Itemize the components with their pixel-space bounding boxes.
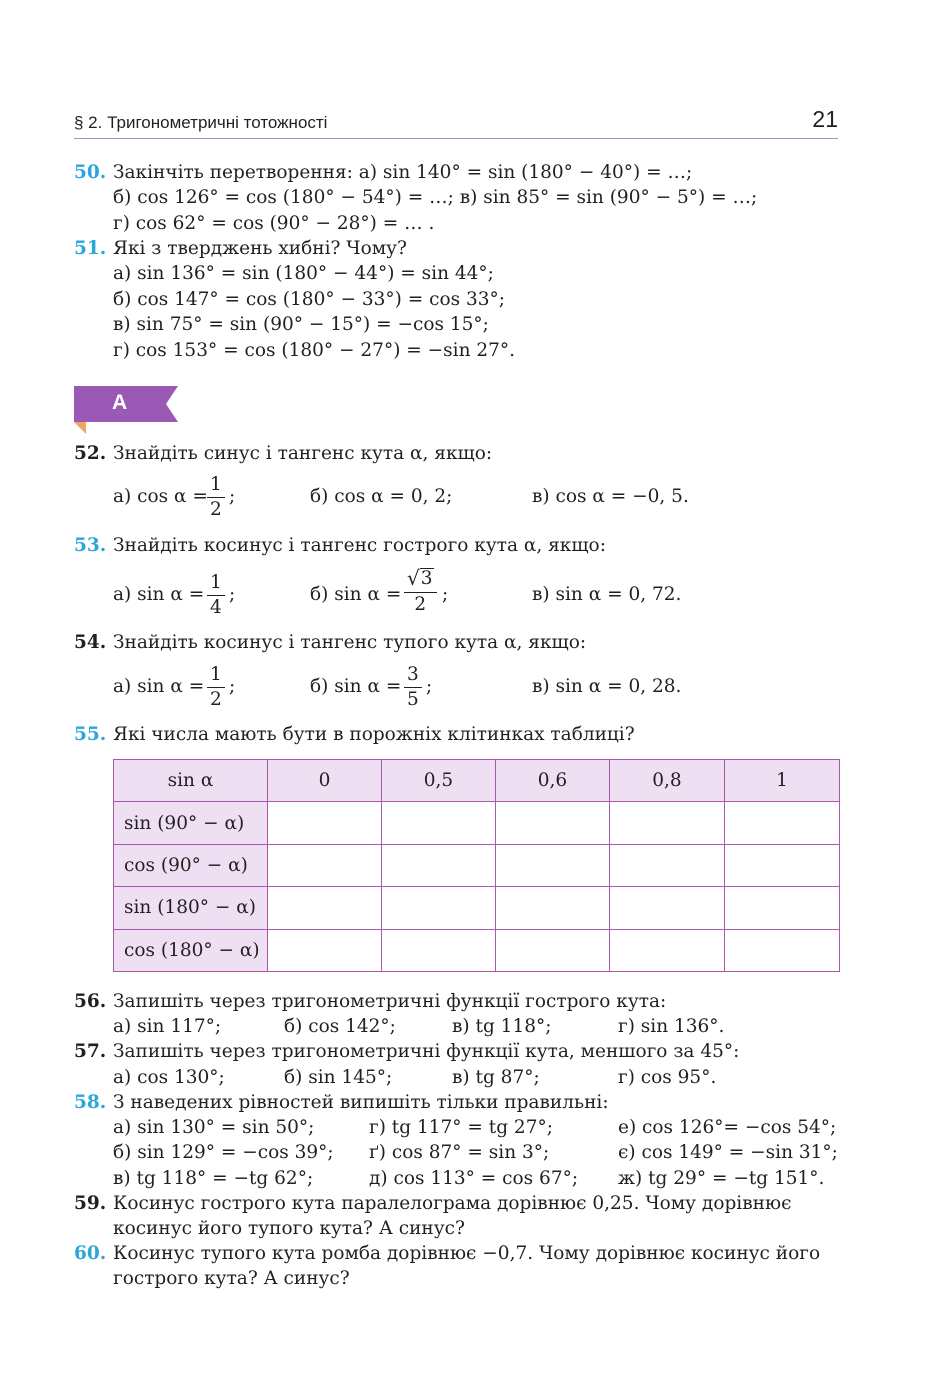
table-header-cell: 1 [725,760,840,802]
empty-cell [268,929,382,971]
section-title: § 2. Тригонометричні тотожності [74,113,328,132]
empty-cell [725,802,840,844]
exercise-53-fraction-a [207,572,225,619]
denominator: 2 [210,689,222,710]
level-label: А [112,391,128,414]
exercise-52-option-a-prefix: а) cos α = [113,486,208,507]
empty-cell [725,844,840,886]
exercise-59-line-1: Косинус гострого кута паралелограма дорівнює 0,25. Чому дорівнює [113,1193,792,1214]
exercise-number-54: 54. [74,632,107,653]
exercise-51-line-5: г) cos 153° = cos (180° − 27°) = −sin 27°. [113,340,516,361]
exercise-58-item: е) cos 126°= −cos 54°; [618,1117,837,1138]
table-row-header: cos (180° − α) [114,929,268,971]
empty-cell [268,802,382,844]
empty-cell [610,929,725,971]
empty-cell [382,887,496,929]
exercise-54-fraction-a [207,664,225,711]
empty-cell [725,887,840,929]
exercise-58-item: а) sin 130° = sin 50°; [113,1117,315,1138]
exercise-57-item-d: г) cos 95°. [618,1067,717,1088]
exercise-54-text: Знайдіть косинус і тангенс тупого кута α, якщо: [113,632,587,653]
table-row [114,844,840,886]
exercise-50-line-1: Закінчіть перетворення: а) sin 140° = sin (180° − 40°) = …; [113,162,693,183]
exercise-58-item: в) tg 118° = −tg 62°; [113,1168,314,1189]
radical-sign: √ [407,566,420,590]
empty-cell [382,802,496,844]
exercise-51-line-4: в) sin 75° = sin (90° − 15°) = −cos 15°; [113,314,489,335]
empty-cell [496,844,610,886]
exercise-57-text: Запишіть через тригонометричні функції кута, меншого за 45°: [113,1041,740,1062]
exercise-59-line-2: косинус його тупого кута? А синус? [113,1218,465,1239]
empty-cell [725,929,840,971]
numerator: 3 [404,664,422,688]
table-row-header: sin (180° − α) [114,887,268,929]
exercise-55-text: Які числа мають бути в порожніх клітинках таблиці? [113,724,635,745]
empty-cell [268,844,382,886]
exercise-51-line-1: Які з тверджень хибні? Чому? [113,238,407,259]
empty-cell [496,802,610,844]
exercise-number-60: 60. [74,1243,107,1264]
exercise-56-text: Запишіть через тригонометричні функції гострого кута: [113,991,667,1012]
exercise-60-line-1: Косинус тупого кута ромба дорівнює −0,7. Чому дорівнює косинус його [113,1243,821,1264]
exercise-52-option-c: в) cos α = −0, 5. [532,486,689,507]
exercise-51-line-2: а) sin 136° = sin (180° − 44°) = sin 44°; [113,263,494,284]
exercise-56-item-d: г) sin 136°. [618,1016,725,1037]
empty-cell [496,929,610,971]
table-row [114,887,840,929]
exercise-56-item-c: в) tg 118°; [452,1016,552,1037]
table-header-cell: 0,6 [496,760,610,802]
exercise-53-option-a-prefix: а) sin α = [113,584,205,605]
semicolon: ; [426,676,433,697]
table-row-header: sin (90° − α) [114,802,268,844]
exercise-50-line-2: б) cos 126° = cos (180° − 54°) = …; в) sin 85° = sin (90° − 5°) = …; [113,187,758,208]
exercise-number-58: 58. [74,1092,107,1113]
exercise-number-56: 56. [74,991,107,1012]
exercise-51-line-3: б) cos 147° = cos (180° − 33°) = cos 33°; [113,289,506,310]
exercise-number-59: 59. [74,1193,107,1214]
exercise-52-fraction-a [207,474,225,521]
radicand: 3 [420,568,433,589]
exercise-58-item: ґ) cos 87° = sin 3°; [369,1142,550,1163]
exercise-54-option-a-prefix: а) sin α = [113,676,205,697]
table-row [114,802,840,844]
exercise-number-52: 52. [74,443,107,464]
semicolon: ; [229,676,236,697]
numerator: 1 [207,474,225,498]
table-header-row [114,760,840,802]
running-header [74,106,838,139]
values-table [113,759,840,972]
exercise-58-item: ж) tg 29° = −tg 151°. [618,1168,825,1189]
empty-cell [610,887,725,929]
numerator: 1 [207,572,225,596]
empty-cell [268,887,382,929]
square-root [407,567,434,589]
empty-cell [610,802,725,844]
exercise-50-line-3: г) cos 62° = cos (90° − 28°) = … . [113,213,435,234]
exercise-54-option-b-prefix: б) sin α = [310,676,402,697]
table-row-header: cos (90° − α) [114,844,268,886]
exercise-number-57: 57. [74,1041,107,1062]
empty-cell [610,844,725,886]
exercise-58-item: є) cos 149° = −sin 31°; [618,1142,838,1163]
exercise-52-option-b: б) cos α = 0, 2; [310,486,453,507]
exercise-number-50: 50. [74,162,107,183]
level-a-badge [74,386,178,422]
exercise-58-item: б) sin 129° = −cos 39°; [113,1142,334,1163]
empty-cell [496,887,610,929]
page-number: 21 [812,106,838,132]
exercise-56-item-b: б) cos 142°; [284,1016,396,1037]
exercise-53-fraction-b [404,567,437,616]
exercise-54-option-c: в) sin α = 0, 28. [532,676,682,697]
table-header-cell: 0,5 [382,760,496,802]
numerator [404,567,437,593]
exercise-53-text: Знайдіть косинус і тангенс гострого кута α, якщо: [113,535,606,556]
table-header-cell: 0 [268,760,382,802]
exercise-52-text: Знайдіть синус і тангенс кута α, якщо: [113,443,493,464]
semicolon: ; [229,486,236,507]
exercise-53-option-b-prefix: б) sin α = [310,584,402,605]
denominator: 4 [210,597,222,618]
table-row [114,929,840,971]
table-header-cell: sin α [114,760,268,802]
empty-cell [382,844,496,886]
empty-cell [382,929,496,971]
denominator: 5 [407,689,419,710]
exercise-58-text: З наведених рівностей випишіть тільки правильні: [113,1092,609,1113]
exercise-60-line-2: гострого кута? А синус? [113,1268,350,1289]
semicolon: ; [442,584,449,605]
exercise-58-item: г) tg 117° = tg 27°; [369,1117,553,1138]
exercise-53-option-c: в) sin α = 0, 72. [532,584,682,605]
exercise-57-item-b: б) sin 145°; [284,1067,393,1088]
exercise-57-item-c: в) tg 87°; [452,1067,540,1088]
denominator: 2 [210,499,222,520]
exercise-58-item: д) cos 113° = cos 67°; [369,1168,579,1189]
exercise-57-item-a: а) cos 130°; [113,1067,225,1088]
table-header-cell: 0,8 [610,760,725,802]
exercise-number-51: 51. [74,238,107,259]
exercise-54-fraction-b [404,664,422,711]
denominator: 2 [414,594,427,615]
exercise-number-55: 55. [74,724,107,745]
semicolon: ; [229,584,236,605]
exercise-number-53: 53. [74,535,107,556]
numerator: 1 [207,664,225,688]
exercise-56-item-a: а) sin 117°; [113,1016,222,1037]
